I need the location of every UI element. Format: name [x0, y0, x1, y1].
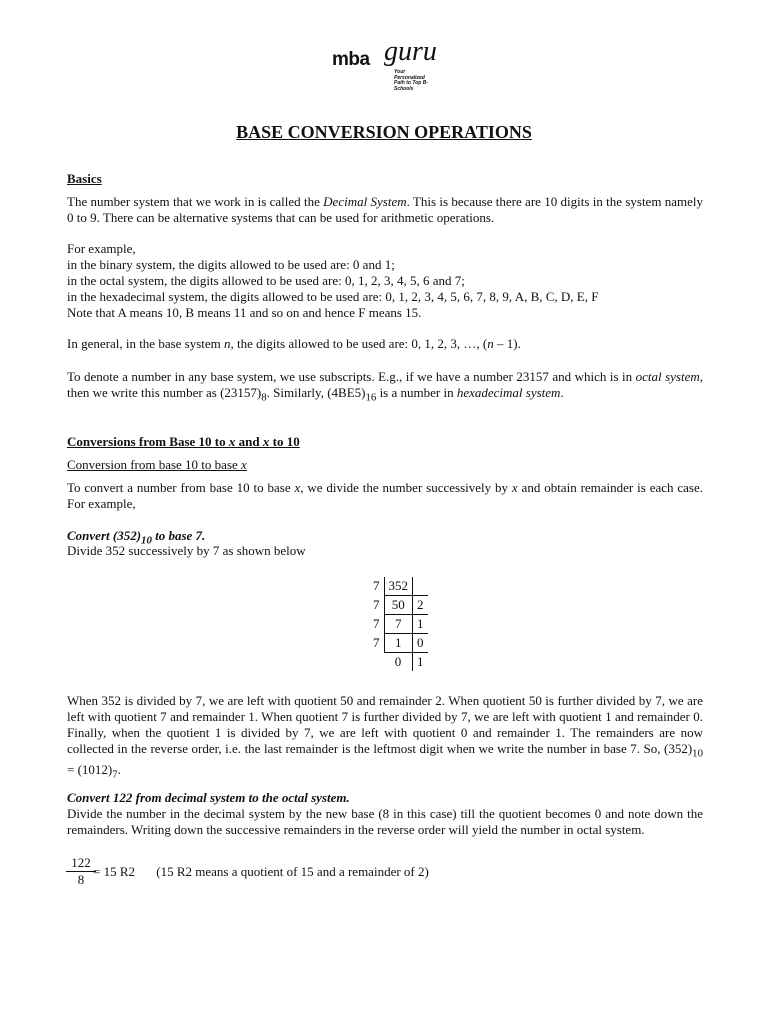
subs-c: . Similarly, (4BE5)	[266, 385, 366, 400]
general-base-paragraph	[67, 336, 703, 352]
fraction-note: (15 R2 means a quotient of 15 and a remainder of 2)	[156, 864, 429, 879]
logo-mba-text: mba	[332, 49, 370, 70]
general-post: – 1).	[493, 336, 521, 351]
basics-p1-post: . This is because there are 10 digits in the system namely 0 to 9. There can be alternative systems that can be used for arithmetic operations.	[67, 194, 704, 225]
fraction	[66, 855, 96, 888]
general-pre: In general, in the base system	[67, 336, 225, 351]
page-title: BASE CONVERSION OPERATIONS	[236, 122, 532, 142]
table-row	[369, 577, 428, 596]
example2-label: Convert 122 from decimal system to the octal system.	[67, 790, 350, 805]
conv-heading-c: to 10	[269, 434, 300, 449]
subs-b: , then we write this number as (23157)	[67, 369, 703, 400]
conv-heading-a: Conversions from Base 10 to	[67, 434, 229, 449]
table-cell	[413, 577, 428, 596]
table-cell: 1	[384, 634, 413, 653]
subs-em1: octal system	[635, 369, 700, 384]
example-line-0: For example,	[67, 241, 136, 256]
ex1-label-sub: 10	[141, 534, 152, 547]
table-row	[369, 596, 428, 615]
ex1-expl-a: When 352 is divided by 7, we are left with quotient 50 and remainder 2. When quotient 50 is further divided by 7, we are left with quotient 7 and remainder 1. When quotient 7 is further divided by 7, we are left with quotient 1 and remainder 0. Finally, when the quotient 1 is divided by 7, we are left with quotient 0 and remainder 1. The remainders are now collected in the reverse order, i.e. the last remainder is the leftmost digit when we write the number in base 7. So, (352)	[67, 693, 703, 756]
example-line-3: in the hexadecimal system, the digits allowed to be used are: 0, 1, 2, 3, 4, 5, 6, 7, 8, 9, A, B, C, D, E, F	[67, 289, 599, 304]
conv-intro-x1: x	[294, 480, 301, 495]
conversion-intro	[67, 480, 703, 512]
example2-text: Divide the number in the decimal system by the new base (8 in this case) till the quotient becomes 0 and note down the remainders. Writing down the successive remainders in the reverse order will yield the number in octal system.	[67, 806, 703, 837]
conv-intro-x2: x	[511, 480, 518, 495]
general-mid: , the digits allowed to be used are: 0, 1, 2, 3, …, (	[230, 336, 488, 351]
fraction-numerator: 122	[66, 855, 96, 872]
example1-explanation	[67, 693, 703, 782]
table-cell: 7	[369, 634, 384, 653]
subs-em2: hexadecimal system	[456, 385, 561, 400]
ex1-expl-sub1: 10	[692, 747, 703, 760]
general-n2: n	[487, 336, 494, 351]
ex1-expl-sub2: 7	[112, 768, 118, 781]
conversions-heading	[67, 434, 703, 450]
ex1-expl-b: = (1012)	[67, 761, 113, 777]
table-cell: 0	[384, 653, 413, 672]
conv-heading-x2: x	[262, 434, 270, 449]
example-line-1: in the binary system, the digits allowed to be used are: 0 and 1;	[67, 257, 395, 272]
example1-instruction: Divide 352 successively by 7 as shown below	[67, 543, 306, 558]
ex1-label-a: Convert (352)	[67, 528, 142, 543]
table-row	[369, 634, 428, 653]
table-cell: 7	[384, 615, 413, 634]
table-cell: 0	[413, 634, 428, 653]
conv-heading-x1: x	[228, 434, 236, 449]
example-line-2: in the octal system, the digits allowed to be used are: 0, 1, 2, 3, 4, 5, 6 and 7;	[67, 273, 465, 288]
table-cell	[369, 653, 384, 672]
table-cell: 7	[369, 615, 384, 634]
general-n: n	[224, 336, 231, 351]
division-table	[369, 577, 428, 671]
table-cell: 7	[369, 577, 384, 596]
conv-intro-b: , we divide the number successively by	[300, 480, 512, 495]
fraction-result-line	[93, 864, 429, 880]
mbaguru-logo	[330, 36, 460, 96]
ex1-expl-c: .	[117, 761, 121, 777]
table-cell: 1	[417, 654, 424, 669]
ex1-label-b: to base 7.	[151, 528, 206, 543]
table-row	[369, 615, 428, 634]
conv-intro-c: and obtain remainder is each case. For example,	[67, 480, 703, 511]
basics-heading: Basics	[67, 171, 102, 186]
subs-sub1: 8	[261, 391, 267, 404]
subscripts-paragraph	[67, 369, 703, 406]
subs-a: To denote a number in any base system, we use subscripts. E.g., if we have a number 23157 and which is in	[67, 369, 636, 384]
logo-tagline: Your Personalized Path to Top B-Schools	[394, 69, 428, 92]
conv-sub-a: Conversion from base 10 to base	[67, 457, 242, 472]
subs-sub2: 16	[365, 391, 377, 404]
fraction-denominator: 8	[77, 872, 85, 887]
conversion-subheading	[67, 457, 703, 473]
table-row	[369, 653, 428, 672]
example-line-4: Note that A means 10, B means 11 and so on and hence F means 15.	[67, 305, 422, 320]
conv-sub-x: x	[241, 457, 247, 472]
table-cell: 50	[384, 596, 413, 615]
conv-intro-a: To convert a number from base 10 to base	[67, 480, 295, 495]
subs-e: .	[560, 385, 564, 400]
basics-p1-pre: The number system that we work in is called the	[67, 194, 324, 209]
table-cell: 2	[413, 596, 428, 615]
basics-p1-em: Decimal System	[323, 194, 407, 209]
table-cell: 352	[384, 577, 413, 596]
table-cell: 7	[369, 596, 384, 615]
fraction-result: = 15 R2	[93, 864, 136, 879]
logo-guru-text: guru	[384, 36, 437, 67]
conv-heading-b: and	[235, 434, 263, 449]
basics-paragraph	[67, 194, 703, 226]
table-cell: 1	[413, 615, 428, 634]
subs-d: is a number in	[376, 385, 457, 400]
